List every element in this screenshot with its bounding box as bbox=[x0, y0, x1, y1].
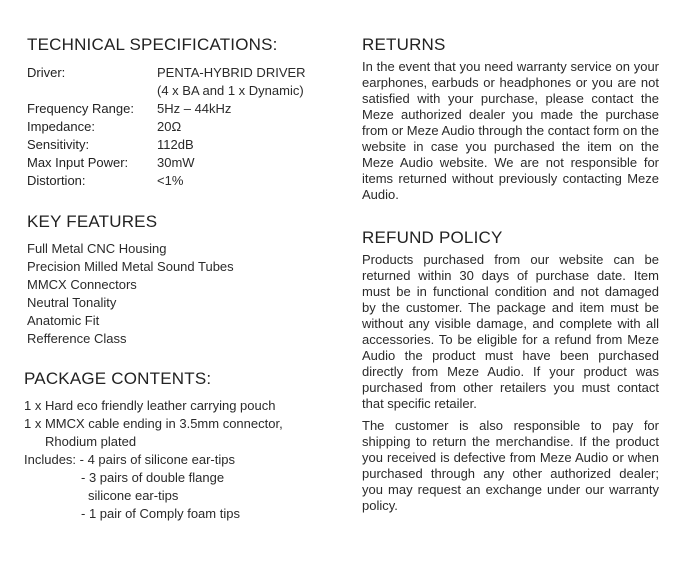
list-item: Includes: - 4 pairs of silicone ear-tips bbox=[24, 452, 235, 467]
spec-row-max-power bbox=[27, 154, 337, 172]
spec-value: <1% bbox=[157, 173, 184, 188]
spec-key: Driver: bbox=[27, 65, 66, 80]
spec-row-driver-detail bbox=[27, 82, 337, 100]
spec-row-sensitivity bbox=[27, 136, 337, 154]
spec-table bbox=[27, 64, 337, 190]
list-item: Neutral Tonality bbox=[27, 295, 117, 310]
refund-text-2: The customer is also responsible to pay for shipping to return the merchandise. If the product you received is defective from Meze Audio or when purchased through any other authorized dealer; you may request an exchange under our warranty policy. bbox=[362, 418, 659, 513]
list-item: silicone ear-tips bbox=[88, 488, 179, 503]
spec-key: Impedance: bbox=[27, 119, 95, 134]
list-item: Rhodium plated bbox=[45, 434, 137, 449]
list-item: Refference Class bbox=[27, 331, 127, 346]
list-item: Full Metal CNC Housing bbox=[27, 241, 167, 256]
refund-text-1: Products purchased from our website can be returned within 30 days of purchase date. Item must be in functional condition and not damaged by the customer. The package and item must be without any visible damage, and complete with all accessories. To be eligible for a refund from Meze Audio the product must have been purchased directly from Meze Audio. If your product was purchased from other retailers you must contact that specific retailer. bbox=[362, 252, 659, 411]
spec-row-distortion bbox=[27, 172, 337, 190]
spec-value: 112dB bbox=[157, 137, 194, 152]
list-item: - 1 pair of Comply foam tips bbox=[81, 506, 240, 521]
list-item: Precision Milled Metal Sound Tubes bbox=[27, 259, 234, 274]
spec-key bbox=[27, 82, 157, 100]
package-list bbox=[24, 397, 283, 523]
list-item: 1 x MMCX cable ending in 3.5mm connector, bbox=[24, 416, 283, 431]
spec-row-driver bbox=[27, 64, 337, 82]
features-list bbox=[27, 240, 234, 348]
spec-key: Frequency Range: bbox=[27, 101, 134, 116]
spec-value: 20Ω bbox=[157, 119, 182, 134]
returns-text: In the event that you need warranty service on your earphones, earbuds or headphones or you are not satisfied with your purchase, please contact the Meze authorized dealer you made the purchase from or Meze Audio through the contact form on the website in case you purchased the item on the Meze Audio website. We are not responsible for items returned without previously contacting Meze Audio. bbox=[362, 59, 659, 202]
list-item: 1 x Hard eco friendly leather carrying pouch bbox=[24, 398, 276, 413]
spec-row-impedance bbox=[27, 118, 337, 136]
list-item: Anatomic Fit bbox=[27, 313, 100, 328]
spec-key: Distortion: bbox=[27, 173, 86, 188]
spec-row-frequency bbox=[27, 100, 337, 118]
spec-value: PENTA-HYBRID DRIVER bbox=[157, 65, 306, 80]
key-features-heading: KEY FEATURES bbox=[27, 212, 158, 231]
package-contents-heading: PACKAGE CONTENTS: bbox=[24, 369, 212, 388]
list-item: MMCX Connectors bbox=[27, 277, 137, 292]
list-item: - 3 pairs of double flange bbox=[81, 470, 225, 485]
spec-key: Sensitivity: bbox=[27, 137, 90, 152]
spec-value: (4 x BA and 1 x Dynamic) bbox=[157, 83, 304, 98]
refund-policy-heading: REFUND POLICY bbox=[362, 228, 503, 247]
spec-value: 5Hz – 44kHz bbox=[157, 101, 232, 116]
spec-key: Max Input Power: bbox=[27, 155, 129, 170]
spec-value: 30mW bbox=[157, 155, 195, 170]
returns-heading: RETURNS bbox=[362, 35, 446, 54]
tech-specs-heading: TECHNICAL SPECIFICATIONS: bbox=[27, 35, 278, 54]
